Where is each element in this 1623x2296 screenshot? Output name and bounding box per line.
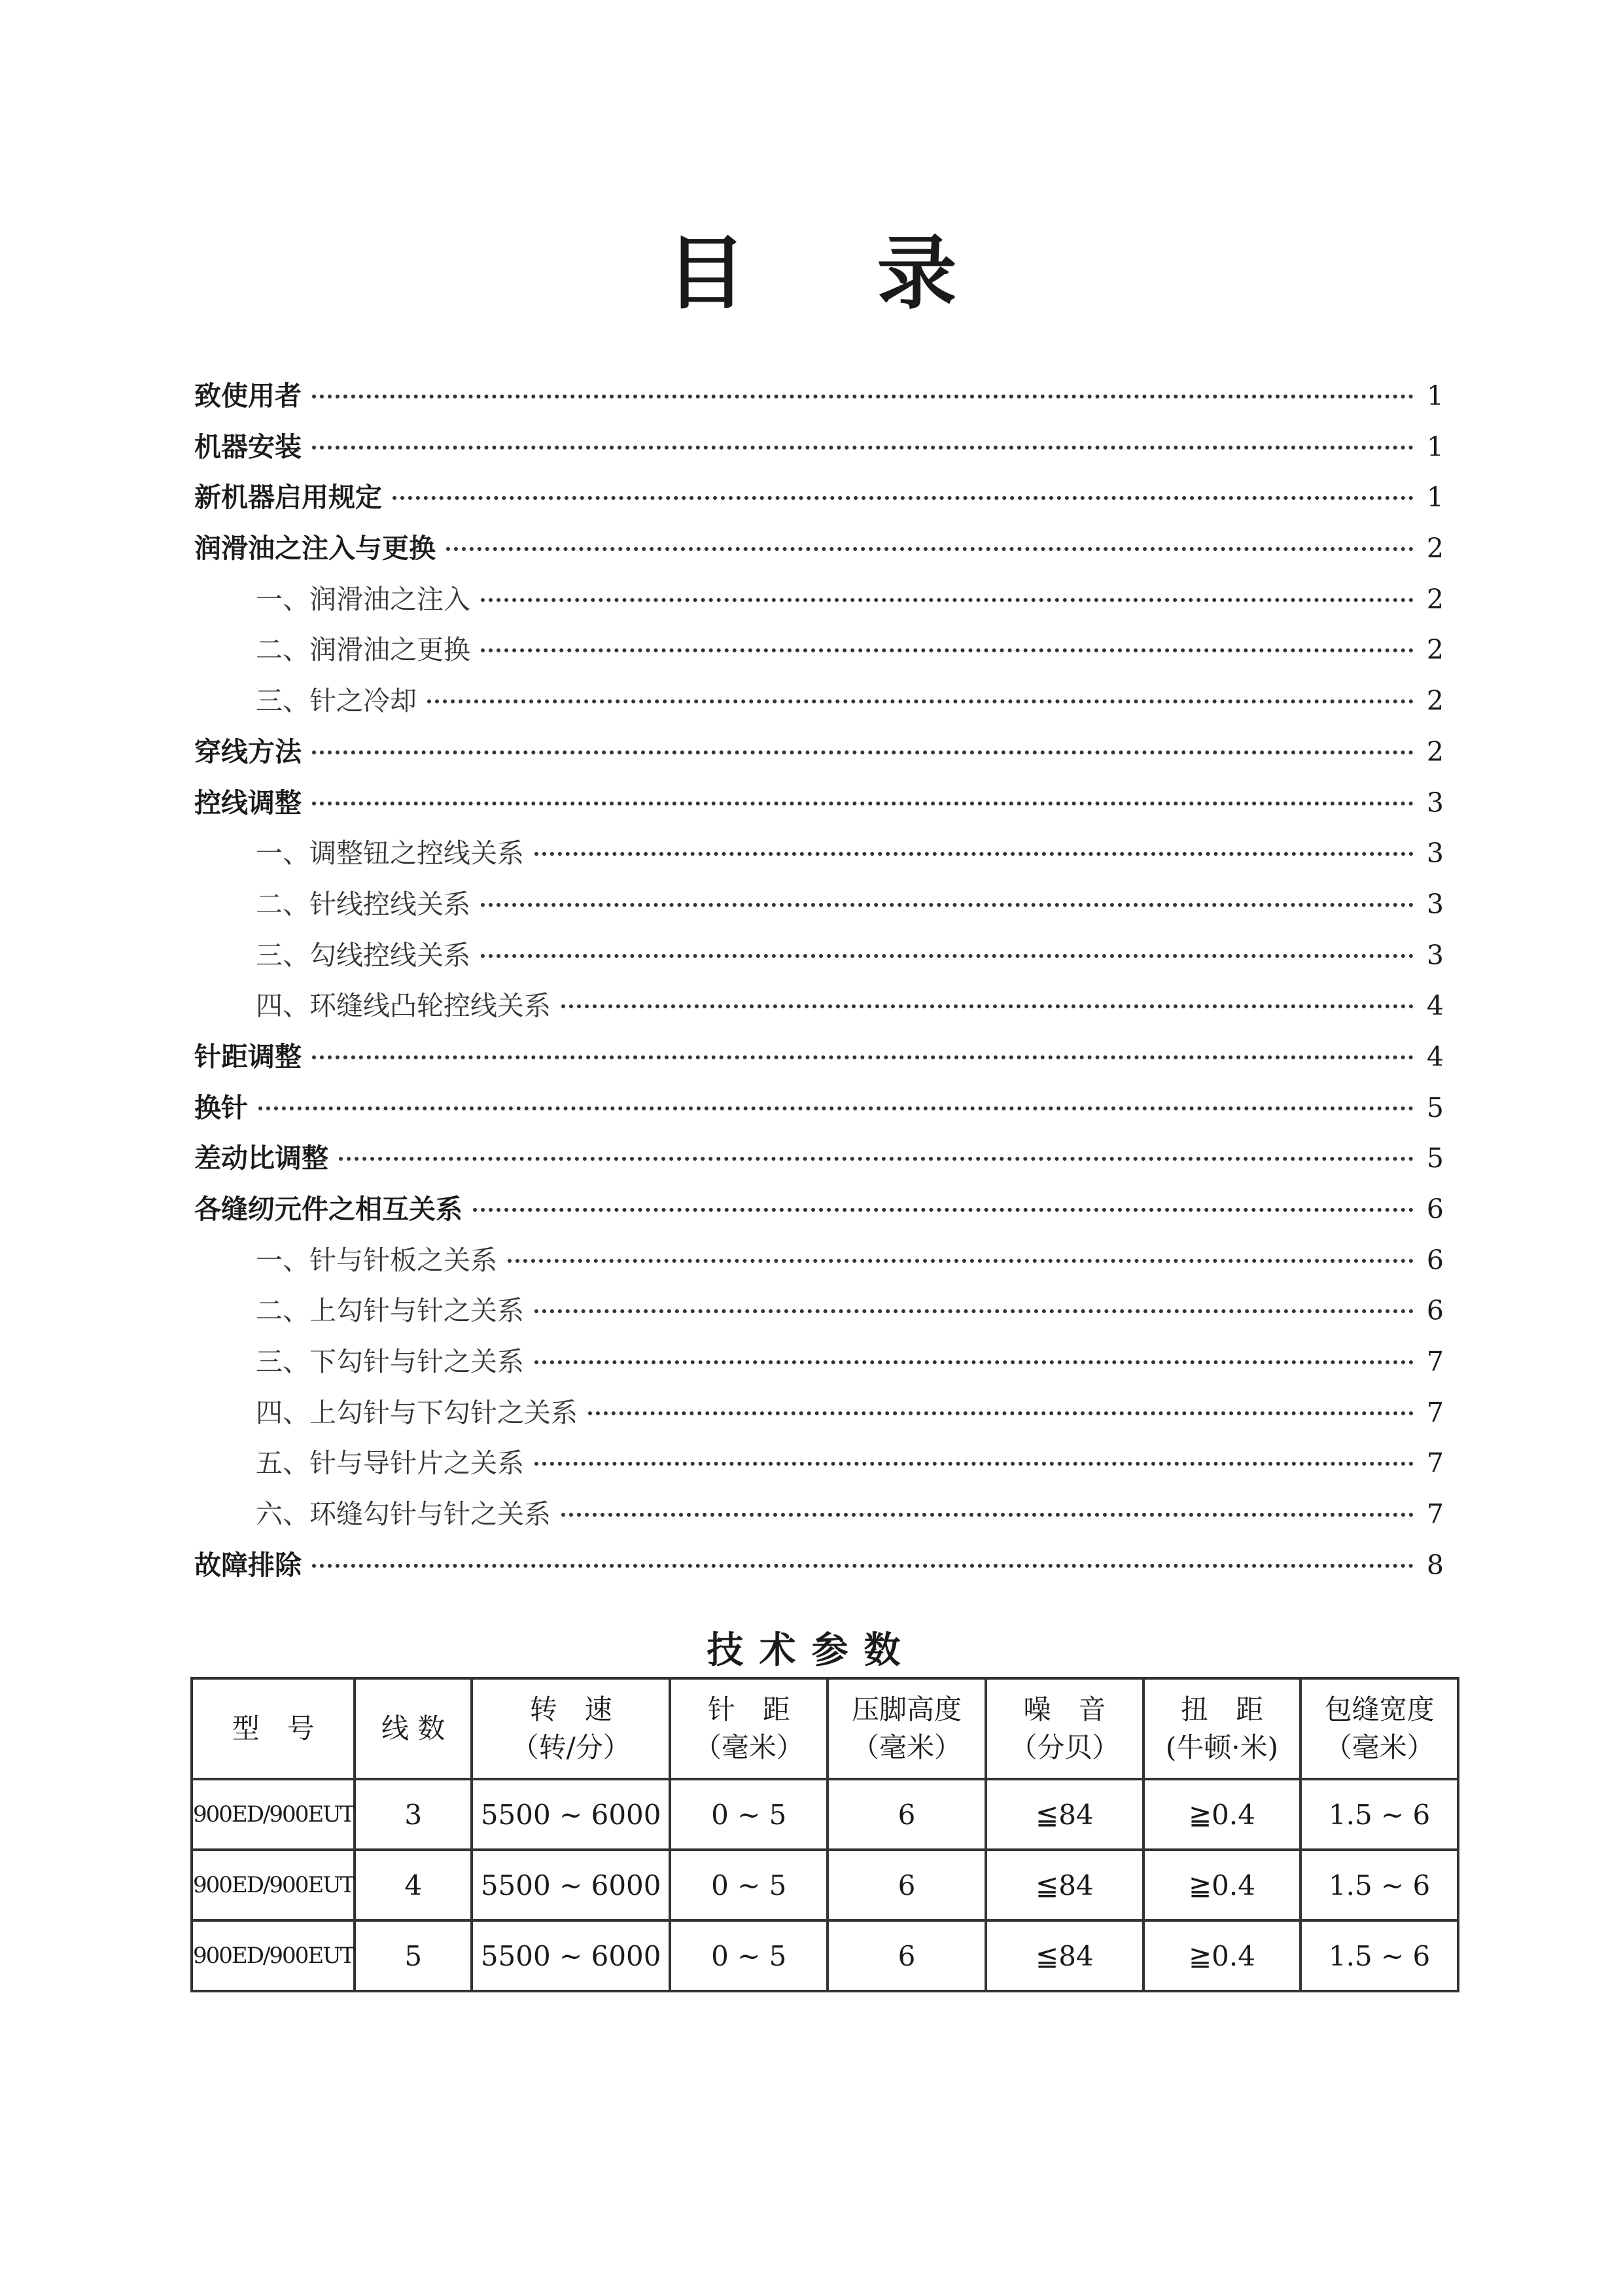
- dot-leader: [534, 852, 1414, 856]
- toc-label: 四、上勾针与下勾针之关系: [256, 1396, 578, 1428]
- toc-page-number: 1: [1426, 380, 1444, 412]
- table-cell: 6: [828, 1920, 986, 1991]
- toc-entry[interactable]: [194, 1492, 1444, 1544]
- header-unit: （转/分）: [511, 1731, 631, 1763]
- toc-page-number: 3: [1426, 786, 1444, 819]
- dot-leader: [312, 802, 1414, 805]
- table-cell: 0 ~ 5: [670, 1920, 828, 1991]
- table-cell: 4: [355, 1850, 471, 1920]
- table-row: [192, 1920, 1458, 1991]
- toc-page-number: 2: [1426, 735, 1444, 768]
- toc-page-number: 7: [1426, 1447, 1444, 1479]
- toc-entry[interactable]: [194, 984, 1444, 1035]
- table-of-contents: [194, 374, 1444, 1595]
- header-label: 包缝宽度: [1324, 1693, 1435, 1725]
- header-unit: （毫米）: [1324, 1731, 1435, 1763]
- dot-leader: [427, 699, 1414, 703]
- dot-leader: [534, 1309, 1414, 1313]
- header-label: 线 数: [381, 1712, 445, 1744]
- toc-entry[interactable]: [194, 679, 1444, 730]
- table-cell: 0 ~ 5: [670, 1779, 828, 1850]
- toc-page-number: 3: [1426, 888, 1444, 920]
- toc-page-number: 3: [1426, 939, 1444, 971]
- toc-entry[interactable]: [194, 1035, 1444, 1086]
- table-cell: 900ED/900EUT: [192, 1850, 355, 1920]
- table-cell: 1.5 ~ 6: [1300, 1920, 1458, 1991]
- toc-page-number: 6: [1426, 1295, 1444, 1327]
- table-cell: 1.5 ~ 6: [1300, 1850, 1458, 1920]
- dot-leader: [312, 446, 1414, 450]
- dot-leader: [312, 1564, 1414, 1568]
- toc-label: 差动比调整: [194, 1142, 328, 1174]
- toc-page-number: 7: [1426, 1498, 1444, 1530]
- dot-leader: [534, 1462, 1414, 1466]
- toc-label: 五、针与导针片之关系: [256, 1447, 524, 1479]
- column-header: [986, 1678, 1143, 1779]
- dot-leader: [561, 1513, 1414, 1517]
- toc-page-number: 5: [1426, 1142, 1444, 1174]
- header-unit: (牛顿·米): [1165, 1731, 1279, 1763]
- toc-page-number: 2: [1426, 583, 1444, 615]
- toc-label: 六、环缝勾针与针之关系: [256, 1498, 551, 1530]
- table-cell: 3: [355, 1779, 471, 1850]
- toc-entry[interactable]: [194, 476, 1444, 527]
- column-header: [472, 1678, 670, 1779]
- toc-entry[interactable]: [194, 1239, 1444, 1290]
- toc-label: 致使用者: [194, 380, 302, 412]
- table-cell: 6: [828, 1850, 986, 1920]
- toc-entry[interactable]: [194, 1544, 1444, 1595]
- toc-label: 故障排除: [194, 1549, 302, 1581]
- toc-entry[interactable]: [194, 578, 1444, 629]
- toc-label: 控线调整: [194, 786, 302, 819]
- header-label: 针 距: [707, 1693, 790, 1725]
- toc-entry[interactable]: [194, 374, 1444, 425]
- toc-page-number: 8: [1426, 1549, 1444, 1581]
- dot-leader: [446, 547, 1414, 551]
- dot-leader: [588, 1411, 1414, 1415]
- toc-label: 换针: [194, 1091, 248, 1123]
- toc-label: 新机器启用规定: [194, 482, 382, 514]
- toc-entry[interactable]: [194, 1188, 1444, 1239]
- specs-title: 技术参数: [707, 1629, 916, 1672]
- toc-entry[interactable]: [194, 1391, 1444, 1442]
- specs-table: [190, 1677, 1459, 1992]
- toc-label: 润滑油之注入与更换: [194, 533, 436, 565]
- header-unit: （分贝）: [1009, 1731, 1120, 1763]
- header-label: 转 速: [529, 1693, 612, 1725]
- toc-label: 三、勾线控线关系: [256, 939, 470, 971]
- toc-entry[interactable]: [194, 1137, 1444, 1188]
- dot-leader: [393, 496, 1414, 500]
- table-cell: 1.5 ~ 6: [1300, 1779, 1458, 1850]
- toc-entry[interactable]: [194, 527, 1444, 578]
- toc-label: 一、调整钮之控线关系: [256, 838, 524, 870]
- header-label: 噪 音: [1023, 1693, 1106, 1725]
- column-header: [192, 1678, 355, 1779]
- dot-leader: [312, 395, 1414, 398]
- toc-page-number: 4: [1426, 1040, 1444, 1072]
- toc-label: 穿线方法: [194, 735, 302, 768]
- toc-entry[interactable]: [194, 832, 1444, 883]
- header-label: 型 号: [232, 1712, 315, 1744]
- toc-page-number: 2: [1426, 634, 1444, 666]
- table-cell: ≧0.4: [1143, 1920, 1300, 1991]
- table-cell: ≦84: [986, 1920, 1143, 1991]
- toc-entry[interactable]: [194, 883, 1444, 934]
- table-cell: 5500 ~ 6000: [472, 1920, 670, 1991]
- toc-page-number: 4: [1426, 990, 1444, 1022]
- dot-leader: [312, 1055, 1414, 1059]
- table-cell: 5: [355, 1920, 471, 1991]
- toc-label: 三、针之冷却: [256, 685, 417, 717]
- dot-leader: [481, 903, 1414, 907]
- toc-page-number: 7: [1426, 1346, 1444, 1378]
- toc-page-number: 3: [1426, 838, 1444, 870]
- dot-leader: [312, 751, 1414, 754]
- table-cell: ≦84: [986, 1779, 1143, 1850]
- table-row: [192, 1850, 1458, 1920]
- toc-page-number: 1: [1426, 431, 1444, 463]
- toc-entry[interactable]: [194, 1441, 1444, 1492]
- toc-label: 针距调整: [194, 1040, 302, 1072]
- toc-page-number: 5: [1426, 1091, 1444, 1123]
- header-label: 扭 距: [1180, 1693, 1263, 1725]
- table-cell: ≧0.4: [1143, 1779, 1300, 1850]
- dot-leader: [481, 648, 1414, 652]
- toc-page-number: 7: [1426, 1396, 1444, 1428]
- table-cell: ≦84: [986, 1850, 1143, 1920]
- column-header: [1300, 1678, 1458, 1779]
- toc-page-number: 2: [1426, 685, 1444, 717]
- table-cell: 5500 ~ 6000: [472, 1850, 670, 1920]
- toc-entry[interactable]: [194, 934, 1444, 985]
- toc-label: 二、针线控线关系: [256, 888, 470, 920]
- table-row: [192, 1779, 1458, 1850]
- toc-entry[interactable]: [194, 730, 1444, 781]
- toc-page-number: 1: [1426, 482, 1444, 514]
- toc-entry[interactable]: [194, 1289, 1444, 1340]
- table-cell: 6: [828, 1779, 986, 1850]
- table-cell: 900ED/900EUT: [192, 1920, 355, 1991]
- toc-label: 各缝纫元件之相互关系: [194, 1193, 462, 1225]
- column-header: [670, 1678, 828, 1779]
- toc-entry[interactable]: [194, 1086, 1444, 1137]
- toc-entry[interactable]: [194, 628, 1444, 679]
- header-unit: （毫米）: [693, 1731, 804, 1763]
- dot-leader: [481, 598, 1414, 602]
- page-title: 目录: [666, 227, 1088, 320]
- header-label: 压脚高度: [851, 1693, 962, 1725]
- table-cell: 900ED/900EUT: [192, 1779, 355, 1850]
- toc-entry[interactable]: [194, 1340, 1444, 1391]
- dot-leader: [258, 1106, 1414, 1110]
- toc-page-number: 6: [1426, 1244, 1444, 1276]
- dot-leader: [339, 1157, 1414, 1161]
- table-cell: 5500 ~ 6000: [472, 1779, 670, 1850]
- toc-label: 二、润滑油之更换: [256, 634, 470, 666]
- toc-label: 三、下勾针与针之关系: [256, 1346, 524, 1378]
- header-unit: （毫米）: [851, 1731, 962, 1763]
- toc-page-number: 6: [1426, 1193, 1444, 1225]
- dot-leader: [481, 954, 1414, 958]
- dot-leader: [534, 1360, 1414, 1364]
- toc-label: 机器安装: [194, 431, 302, 463]
- toc-entry[interactable]: [194, 781, 1444, 832]
- column-header: [828, 1678, 986, 1779]
- toc-entry[interactable]: [194, 425, 1444, 476]
- column-header: [1143, 1678, 1300, 1779]
- column-header: [355, 1678, 471, 1779]
- toc-label: 一、针与针板之关系: [256, 1244, 497, 1276]
- toc-label: 二、上勾针与针之关系: [256, 1295, 524, 1327]
- toc-label: 四、环缝线凸轮控线关系: [256, 990, 551, 1022]
- dot-leader: [508, 1259, 1414, 1263]
- dot-leader: [473, 1208, 1414, 1212]
- dot-leader: [561, 1004, 1414, 1008]
- toc-label: 一、润滑油之注入: [256, 583, 470, 615]
- toc-page-number: 2: [1426, 533, 1444, 565]
- table-cell: ≧0.4: [1143, 1850, 1300, 1920]
- table-cell: 0 ~ 5: [670, 1850, 828, 1920]
